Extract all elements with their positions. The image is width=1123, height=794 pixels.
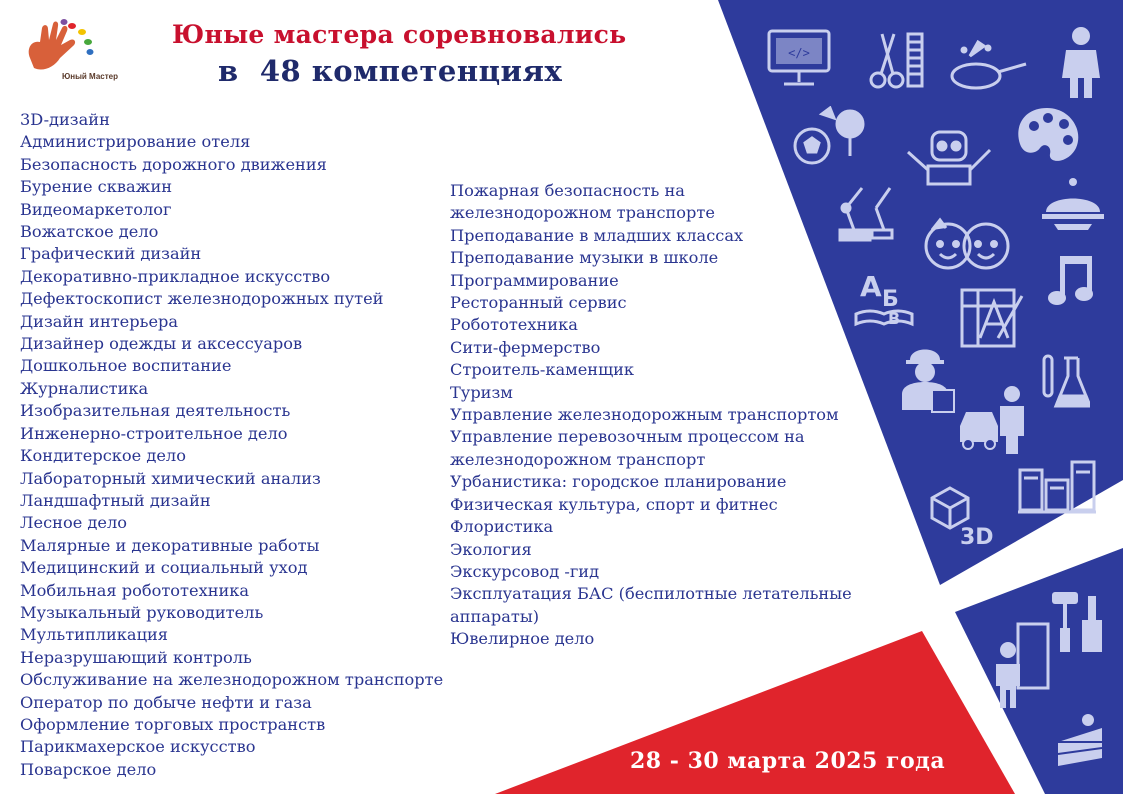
svg-text:3D: 3D bbox=[960, 525, 994, 550]
competency-item: Вожатское дело bbox=[20, 222, 159, 242]
competency-item: Инженерно-строительное дело bbox=[20, 423, 288, 443]
competency-item: Лабораторный химический анализ bbox=[20, 468, 321, 488]
svg-text:</>: </> bbox=[788, 46, 810, 60]
competency-item: Обслуживание на железнодорожном транспорте bbox=[20, 670, 444, 690]
robot-arm-icon bbox=[832, 180, 896, 244]
competency-item: Строитель-каменщик bbox=[450, 360, 635, 380]
svg-text:А: А bbox=[860, 270, 882, 303]
paint-roller-icon bbox=[1048, 588, 1106, 656]
event-date: 28 - 30 марта 2025 года bbox=[630, 748, 946, 774]
competency-item: Пожарная безопасность на железнодорожном транспорте bbox=[450, 181, 715, 223]
competency-item: Эксплуатация БАС (беспилотные летательные аппараты) bbox=[450, 584, 852, 626]
competency-item: Графический дизайн bbox=[20, 244, 202, 264]
competency-item: Ресторанный сервис bbox=[450, 293, 627, 313]
drafting-icon bbox=[958, 286, 1028, 350]
competency-item: Физическая культура, спорт и фитнес bbox=[450, 494, 778, 514]
monitor-code-icon bbox=[766, 28, 832, 88]
competency-item: Экскурсовод -гид bbox=[450, 561, 600, 581]
competency-item: Поварское дело bbox=[20, 759, 157, 779]
frying-pan-icon bbox=[948, 38, 1028, 94]
competency-item: Робототехника bbox=[450, 315, 578, 335]
competency-item: Программирование bbox=[450, 270, 619, 290]
competency-item: Туризм bbox=[450, 382, 513, 402]
hand-icon bbox=[29, 22, 75, 70]
competency-list-right bbox=[450, 180, 900, 651]
competency-item: Мобильная робототехника bbox=[20, 580, 250, 600]
competency-item: Дефектоскопист железнодорожных путей bbox=[20, 289, 384, 309]
competency-item: Экология bbox=[450, 539, 532, 559]
competency-item: Сити-фермерство bbox=[450, 337, 601, 357]
competency-item: Ландшафтный дизайн bbox=[20, 490, 211, 510]
competency-item: Парикмахерское искусство bbox=[20, 737, 256, 757]
competency-item: Флористика bbox=[450, 517, 554, 537]
competency-item: Дошкольное воспитание bbox=[20, 356, 232, 376]
robot-icon bbox=[904, 126, 994, 188]
competency-list-left bbox=[20, 109, 490, 781]
competency-item: Видеомаркетолог bbox=[20, 199, 172, 219]
competency-item: Преподавание в младших классах bbox=[450, 225, 744, 245]
competency-item: Изобразительная деятельность bbox=[20, 401, 291, 421]
competency-item: Безопасность дорожного движения bbox=[20, 154, 327, 174]
abc-book-icon bbox=[852, 262, 918, 328]
competency-item: Музыкальный руководитель bbox=[20, 602, 264, 622]
flask-icon bbox=[1040, 352, 1090, 414]
scissors-comb-icon bbox=[868, 30, 930, 90]
waiter-icon bbox=[1058, 26, 1104, 100]
competency-item: Дизайнер одежды и аксессуаров bbox=[20, 334, 303, 354]
svg-text:Б: Б bbox=[882, 287, 899, 312]
competency-item: Декоративно-прикладное искусство bbox=[20, 266, 331, 286]
competency-item: Медицинский и социальный уход bbox=[20, 558, 308, 578]
competency-item: Оформление торговых пространств bbox=[20, 714, 326, 734]
logo-caption: Юный Мастер bbox=[62, 72, 118, 81]
page-title-line1: Юные мастера соревновались bbox=[172, 20, 627, 49]
competency-item: Дизайн интерьера bbox=[20, 311, 179, 331]
engineer-icon bbox=[898, 340, 956, 414]
competency-item: Мультипликация bbox=[20, 625, 168, 645]
factory-machine-icon bbox=[1016, 456, 1098, 516]
cloche-icon bbox=[1040, 176, 1106, 232]
music-note-icon bbox=[1046, 252, 1096, 308]
police-car-icon bbox=[956, 380, 1030, 456]
sports-balls-icon bbox=[792, 106, 878, 168]
competency-item: Кондитерское дело bbox=[20, 446, 186, 466]
competency-item: Малярные и декоративные работы bbox=[20, 535, 320, 555]
competency-item: Управление перевозочным процессом на железнодорожном транспорт bbox=[450, 427, 805, 469]
cake-icon bbox=[1054, 712, 1108, 770]
worker-door-icon bbox=[994, 620, 1052, 712]
competency-item: Урбанистика: городское планирование bbox=[450, 472, 787, 492]
competency-item: Оператор по добыче нефти и газа bbox=[20, 692, 312, 712]
competency-item: Управление железнодорожным транспортом bbox=[450, 405, 839, 425]
page-title-line2: в 48 компетенциях bbox=[218, 54, 563, 88]
competency-item: Ювелирное дело bbox=[450, 629, 595, 649]
competency-item: Журналистика bbox=[20, 378, 149, 398]
competency-item: Бурение скважин bbox=[20, 177, 173, 197]
competency-item: 3D-дизайн bbox=[20, 110, 110, 129]
cube-3d-icon bbox=[930, 484, 1002, 550]
competency-item: Преподавание музыки в школе bbox=[450, 248, 719, 268]
svg-text:В: В bbox=[888, 309, 901, 328]
palette-icon bbox=[1012, 104, 1082, 168]
competency-item: Лесное дело bbox=[20, 513, 127, 533]
kids-faces-icon bbox=[922, 216, 1010, 272]
competency-item: Администрирование отеля bbox=[20, 132, 251, 152]
competency-item: Неразрушающий контроль bbox=[20, 647, 252, 667]
